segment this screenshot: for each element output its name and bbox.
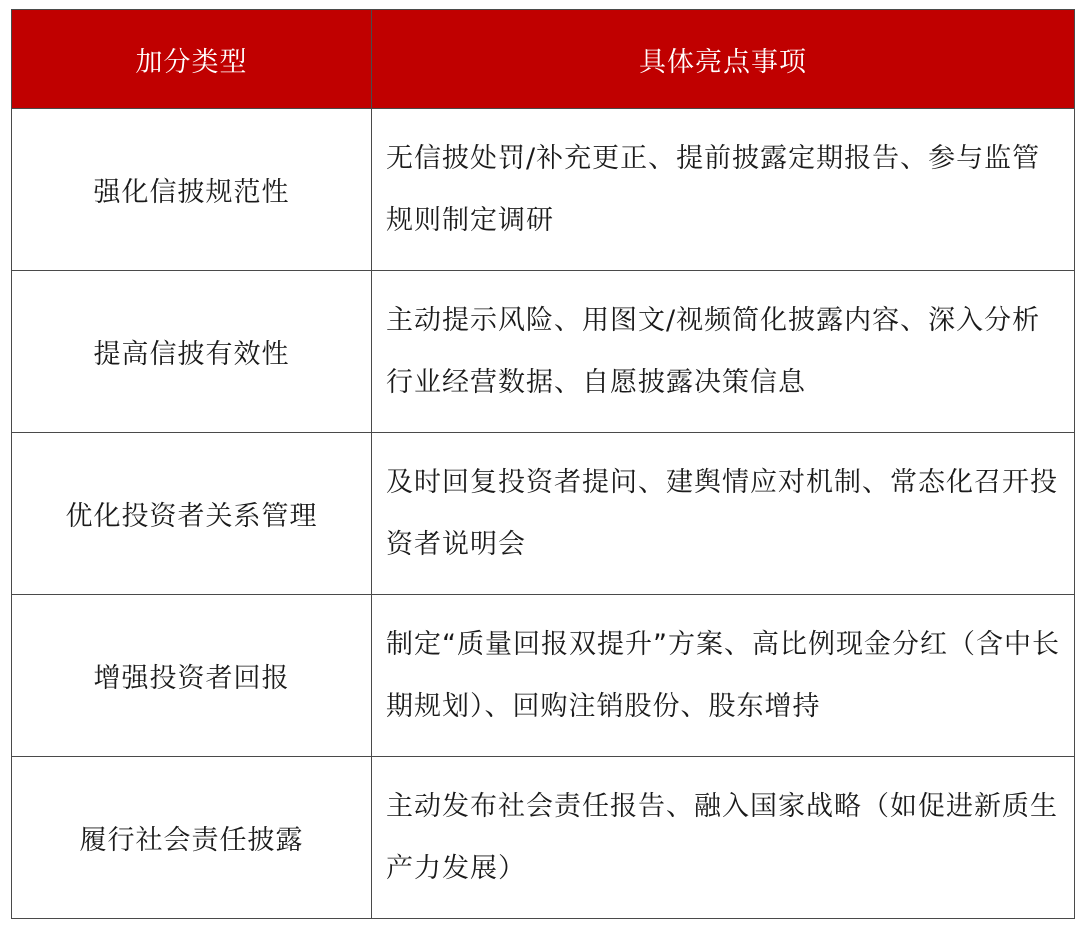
table-row <box>12 595 1075 757</box>
table-row <box>12 433 1075 595</box>
detail-cell: 制定“质量回报双提升”方案、高比例现金分红（含中长期规划）、回购注销股份、股东增持 <box>372 595 1075 757</box>
category-cell: 提高信披有效性 <box>12 271 372 433</box>
detail-cell: 及时回复投资者提问、建舆情应对机制、常态化召开投资者说明会 <box>372 433 1075 595</box>
detail-cell: 无信披处罚/补充更正、提前披露定期报告、参与监管规则制定调研 <box>372 109 1075 271</box>
category-cell: 履行社会责任披露 <box>12 757 372 919</box>
category-cell: 优化投资者关系管理 <box>12 433 372 595</box>
detail-cell: 主动提示风险、用图文/视频简化披露内容、深入分析行业经营数据、自愿披露决策信息 <box>372 271 1075 433</box>
category-cell: 增强投资者回报 <box>12 595 372 757</box>
table-row <box>12 757 1075 919</box>
bonus-items-table <box>11 9 1075 919</box>
header-highlight-items: 具体亮点事项 <box>372 10 1075 109</box>
table-header <box>12 10 1075 109</box>
header-bonus-type: 加分类型 <box>12 10 372 109</box>
header-row <box>12 10 1075 109</box>
detail-cell: 主动发布社会责任报告、融入国家战略（如促进新质生产力发展） <box>372 757 1075 919</box>
table-row <box>12 109 1075 271</box>
table-body <box>12 109 1075 919</box>
table-row <box>12 271 1075 433</box>
category-cell: 强化信披规范性 <box>12 109 372 271</box>
